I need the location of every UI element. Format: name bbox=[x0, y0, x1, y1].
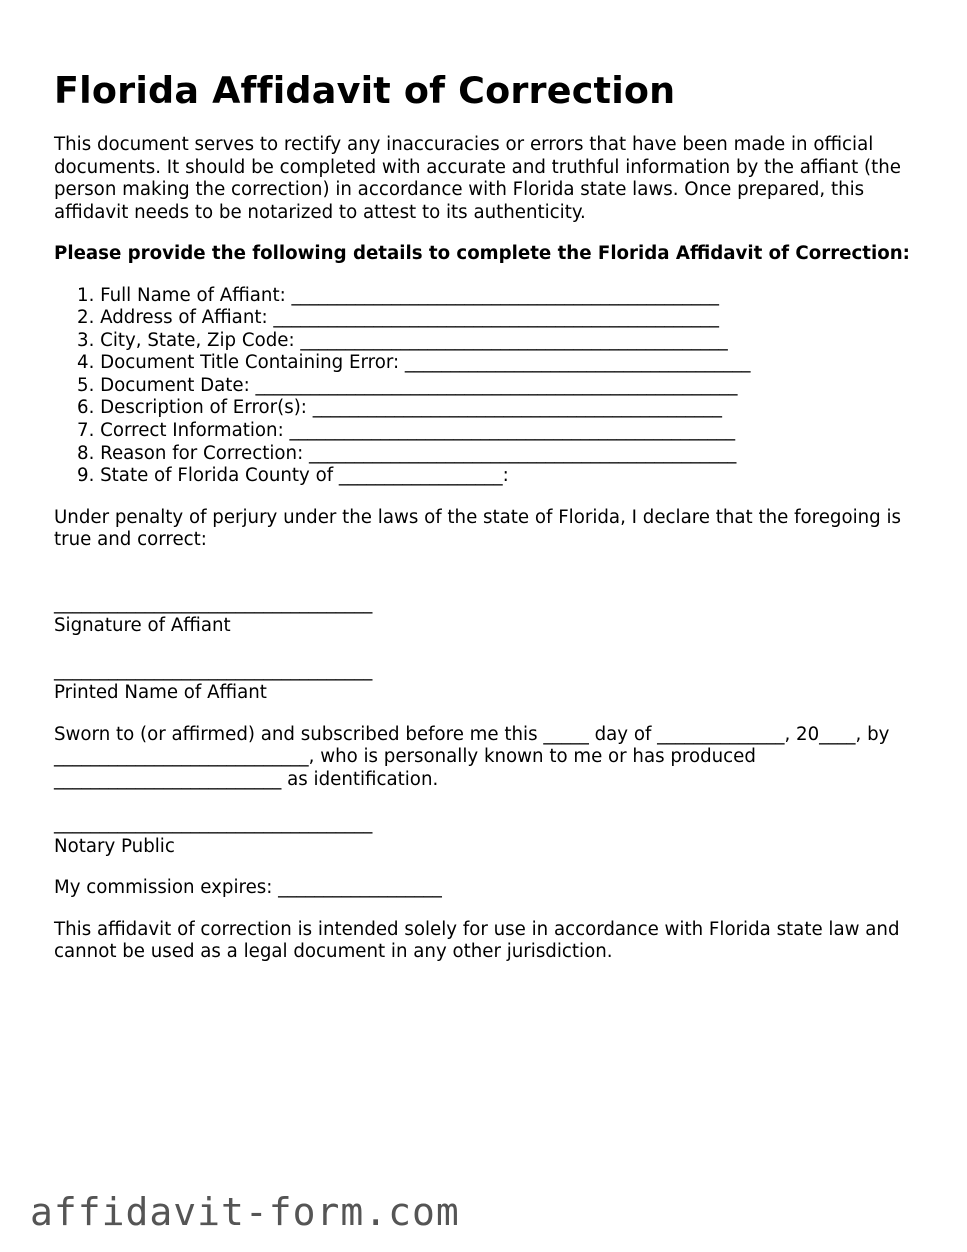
list-item: 4. Document Title Containing Error: ______________________________________ bbox=[77, 352, 751, 374]
list-item: 2. Address of Affiant: _________________________________________________ bbox=[77, 307, 719, 329]
declaration-paragraph: Under penalty of perjury under the laws of the state of Florida, I declare that the foregoing is true and correct: bbox=[54, 506, 902, 551]
printed-name-line: ___________________________________ bbox=[54, 659, 373, 681]
list-item: 7. Correct Information: _________________________________________________ bbox=[77, 420, 736, 442]
list-item: 6. Description of Error(s): _____________________________________________ bbox=[77, 397, 722, 419]
notary-line: ___________________________________ bbox=[54, 813, 373, 835]
intro-paragraph: This document serves to rectify any inaccuracies or errors that have been made in official documents. It should be completed with accurate and truthful information by the affiant (the person making the correction) in accordance with Florida state laws. Once prepared, this affidavit needs to be notarized to attest to its authenticity. bbox=[54, 134, 901, 223]
list-item: 3. City, State, Zip Code: _______________________________________________ bbox=[77, 329, 728, 351]
watermark: affidavit-form.com bbox=[30, 1190, 460, 1234]
sworn-paragraph: Sworn to (or affirmed) and subscribed before me this _____ day of ______________, 20____, by ____________________________, who is personally known to me or has produced _________________________ as identification. bbox=[54, 723, 890, 790]
list-item: 9. State of Florida County of __________________: bbox=[77, 465, 509, 487]
signature-block bbox=[54, 593, 922, 638]
signature-line: ___________________________________ bbox=[54, 592, 373, 614]
field-list bbox=[54, 285, 922, 488]
document-page bbox=[54, 66, 922, 983]
printed-name-block bbox=[54, 660, 922, 705]
list-item: 5. Document Date: _____________________________________________________ bbox=[77, 374, 738, 396]
notary-block bbox=[54, 813, 922, 858]
list-item: 8. Reason for Correction: _______________________________________________ bbox=[77, 442, 737, 464]
signature-label: Signature of Affiant bbox=[54, 615, 231, 637]
commission-expires: My commission expires: __________________ bbox=[54, 877, 442, 899]
notary-label: Notary Public bbox=[54, 835, 175, 857]
document-title: Florida Affidavit of Correction bbox=[54, 69, 676, 112]
list-item: 1. Full Name of Affiant: _______________________________________________ bbox=[77, 284, 719, 306]
printed-name-label: Printed Name of Affiant bbox=[54, 682, 267, 704]
instructions-heading: Please provide the following details to complete the Florida Affidavit of Correction: bbox=[54, 243, 910, 264]
disclaimer-paragraph: This affidavit of correction is intended solely for use in accordance with Florida state law and cannot be used as a legal document in any other jurisdiction. bbox=[54, 918, 900, 963]
